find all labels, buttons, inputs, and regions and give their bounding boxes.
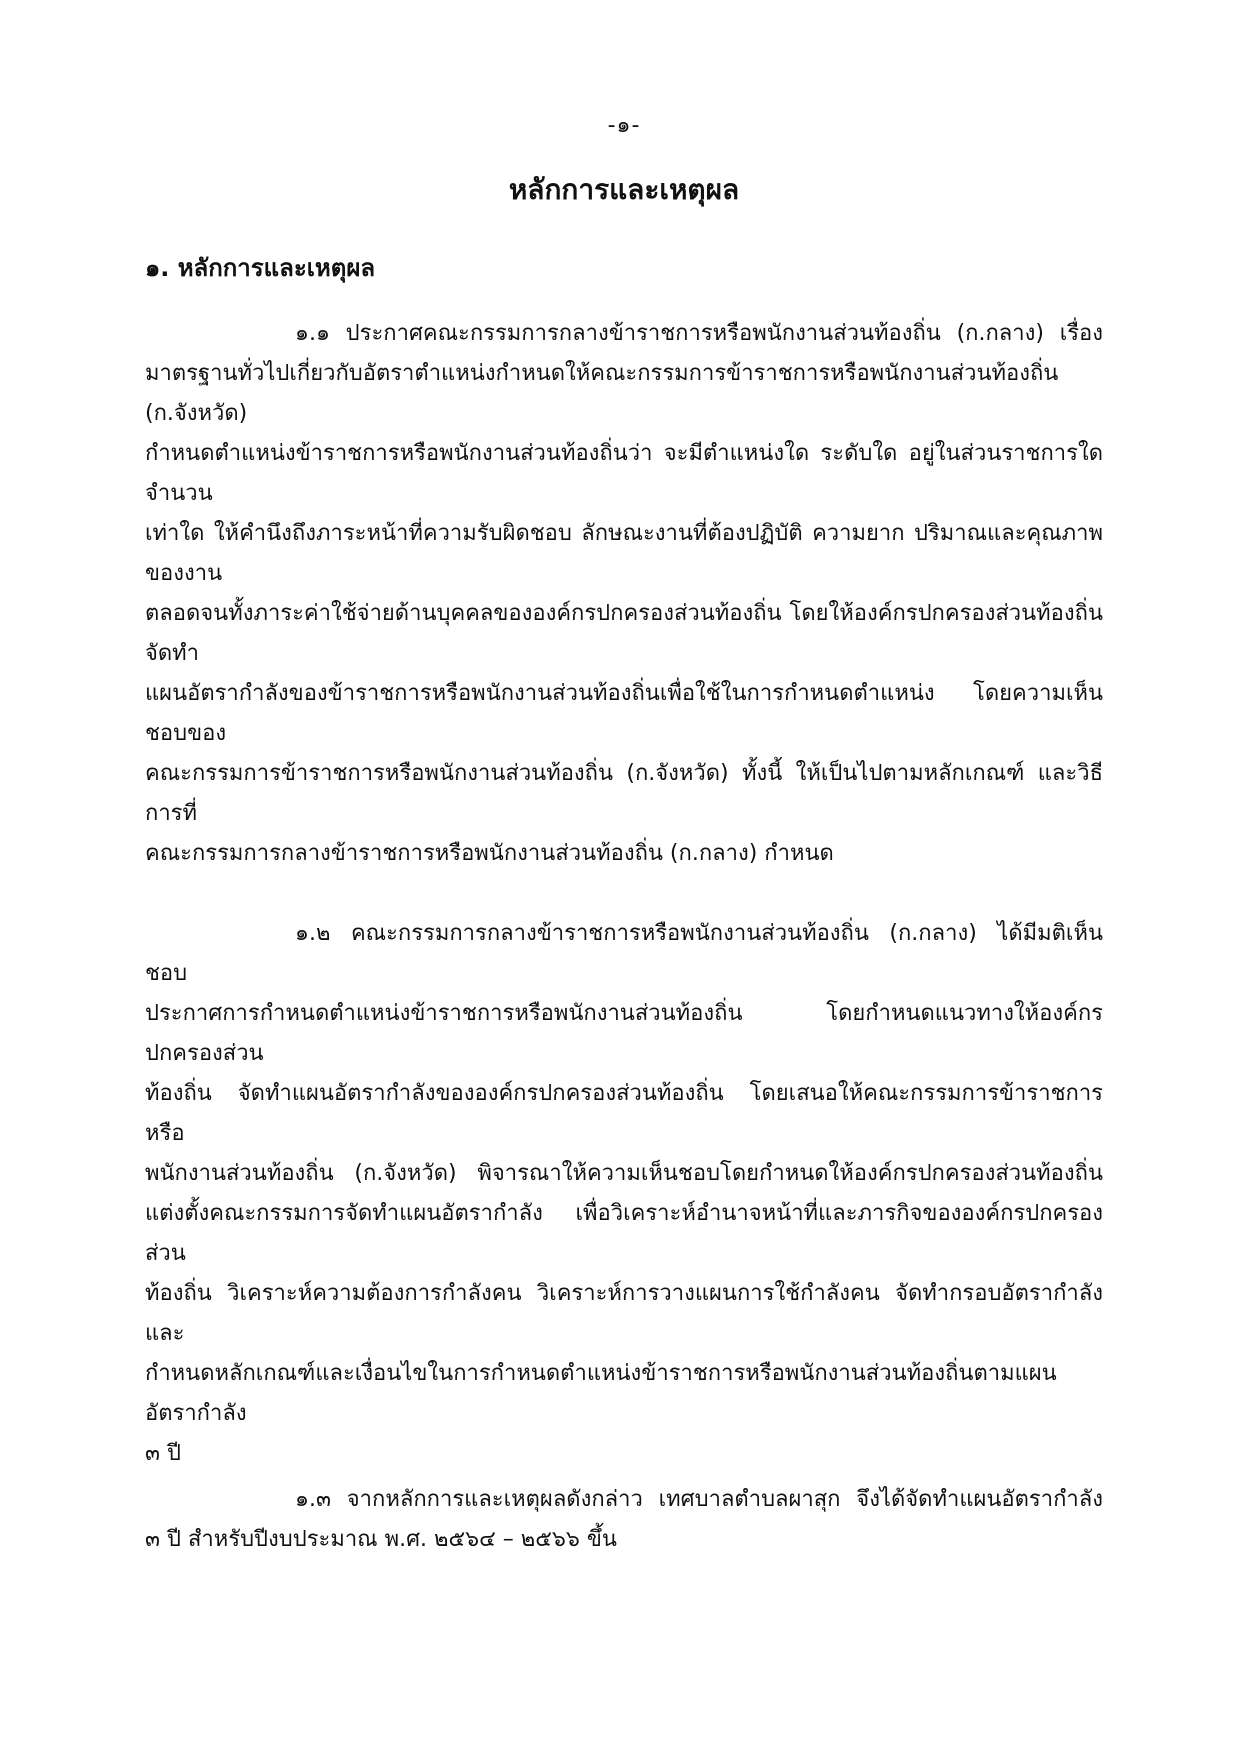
paragraph-line: กำหนดตำแหน่งข้าราชการหรือพนักงานส่วนท้องถิ่นว่า จะมีตำแหน่งใด ระดับใด อยู่ในส่วนราชการใด จำนวน (145, 441, 1103, 506)
paragraph-line: ๑.๒ คณะกรรมการกลางข้าราชการหรือพนักงานส่วนท้องถิ่น (ก.กลาง) ได้มีมติเห็นชอบ (145, 921, 1103, 986)
paragraph-line: แต่งตั้งคณะกรรมการจัดทำแผนอัตรากำลัง เพื่อวิเคราะห์อำนาจหน้าที่และภารกิจขององค์กรปกครองส่วน (145, 1201, 1103, 1266)
document-title: หลักการและเหตุผล (508, 173, 740, 206)
paragraph-line: กำหนดหลักเกณฑ์และเงื่อนไขในการกำหนดตำแหน่งข้าราชการหรือพนักงานส่วนท้องถิ่นตามแผนอัตรากำลัง (145, 1361, 1057, 1426)
paragraph-line: ท้องถิ่น วิเคราะห์ความต้องการกำลังคน วิเคราะห์การวางแผนการใช้กำลังคน จัดทำกรอบอัตรากำลังและ (145, 1281, 1103, 1346)
paragraph-1-2 (145, 914, 1103, 1474)
paragraph-1-1 (145, 314, 1103, 874)
paragraph-line: มาตรฐานทั่วไปเกี่ยวกับอัตราตำแหน่งกำหนดให้คณะกรรมการข้าราชการหรือพนักงานส่วนท้องถิ่น (ก.จังหวัด) (145, 361, 1059, 426)
paragraph-line: ๓ ปี สำหรับปีงบประมาณ พ.ศ. ๒๕๖๔ – ๒๕๖๖ ขึ้น (145, 1527, 617, 1552)
paragraph-line: ๑.๑ ประกาศคณะกรรมการกลางข้าราชการหรือพนักงานส่วนท้องถิ่น (ก.กลาง) เรื่อง (295, 321, 1103, 346)
paragraph-1-3 (145, 1480, 1103, 1560)
paragraph-line: ประกาศการกำหนดตำแหน่งข้าราชการหรือพนักงานส่วนท้องถิ่น โดยกำหนดแนวทางให้องค์กรปกครองส่วน (145, 1001, 1103, 1066)
paragraph-line: เท่าใด ให้คำนึงถึงภาระหน้าที่ความรับผิดชอบ ลักษณะงานที่ต้องปฏิบัติ ความยาก ปริมาณและคุณภาพของงาน (145, 521, 1103, 586)
paragraph-line: ๑.๓ จากหลักการและเหตุผลดังกล่าว เทศบาลตำบลผาสุก จึงได้จัดทำแผนอัตรากำลัง (295, 1487, 1103, 1512)
section-heading: ๑. หลักการและเหตุผล (145, 254, 376, 282)
page-number: -๑- (607, 113, 641, 138)
paragraph-line: ตลอดจนทั้งภาระค่าใช้จ่ายด้านบุคคลขององค์กรปกครองส่วนท้องถิ่น โดยให้องค์กรปกครองส่วนท้องถิ่น จัดทำ (145, 601, 1103, 666)
paragraph-line: พนักงานส่วนท้องถิ่น (ก.จังหวัด) พิจารณาให้ความเห็นชอบโดยกำหนดให้องค์กรปกครองส่วนท้องถิ่น (145, 1161, 1103, 1186)
paragraph-line: คณะกรรมการกลางข้าราชการหรือพนักงานส่วนท้องถิ่น (ก.กลาง) กำหนด (145, 841, 834, 866)
paragraph-line: ๓ ปี (145, 1441, 181, 1466)
paragraph-line: คณะกรรมการข้าราชการหรือพนักงานส่วนท้องถิ่น (ก.จังหวัด) ทั้งนี้ ให้เป็นไปตามหลักเกณฑ์ และวิธีการที่ (145, 761, 1103, 826)
paragraph-line: ท้องถิ่น จัดทำแผนอัตรากำลังขององค์กรปกครองส่วนท้องถิ่น โดยเสนอให้คณะกรรมการข้าราชการหรือ (145, 1081, 1103, 1146)
paragraph-line: แผนอัตรากำลังของข้าราชการหรือพนักงานส่วนท้องถิ่นเพื่อใช้ในการกำหนดตำแหน่ง โดยความเห็นชอบของ (145, 681, 1103, 746)
